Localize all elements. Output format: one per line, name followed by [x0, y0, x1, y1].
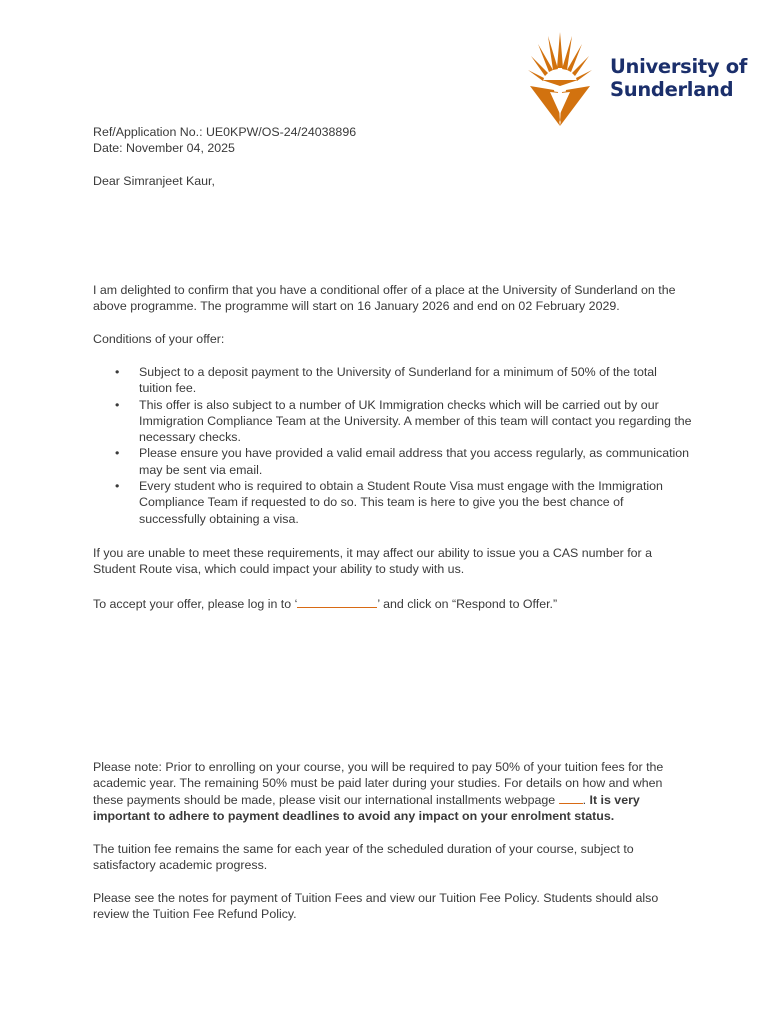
accept-text-after: ’ and click on “Respond to Offer.”	[377, 597, 558, 611]
conditions-list	[93, 364, 693, 527]
installments-link-blank[interactable]	[559, 792, 583, 804]
logo-line-1: University of	[610, 55, 748, 78]
accept-text-before: To accept your offer, please log in to ‘	[93, 597, 298, 611]
accept-offer-paragraph	[93, 595, 693, 612]
greeting: Dear Simranjeet Kaur,	[93, 174, 215, 188]
sunburst-emblem-icon	[528, 30, 592, 128]
conditions-heading: Conditions of your offer:	[93, 332, 225, 346]
payment-deadline-warning: It is very important to adhere to payment deadlines to avoid any impact on your enrolment status.	[93, 792, 640, 823]
logo-wordmark	[610, 56, 747, 101]
list-item: • Every student who is required to obtain a Student Route Visa must engage with the Immigration Compliance Team if requested to do so. This team is here to give you the best chance of successfully obtaining a visa.	[93, 478, 693, 527]
list-item: • This offer is also subject to a number of UK Immigration checks which will be carried out by our Immigration Compliance Team at the University. A member of this team will contact you regarding the necessary checks.	[93, 397, 693, 446]
list-item: • Please ensure you have provided a valid email address that you access regularly, as communication may be sent via email.	[93, 445, 693, 478]
tuition-fee-paragraph: The tuition fee remains the same for each year of the scheduled duration of your course, subject to satisfactory academic progress.	[93, 842, 634, 873]
payment-note-text: Please note: Prior to enrolling on your course, you will be required to pay 50% of your tuition fees for the academic year. The remaining 50% must be paid later during your studies. For details on how and when these payments should be made, please visit our international installments webpage	[93, 760, 664, 807]
payment-note-paragraph: Please note: Prior to enrolling on your course, you will be required to pay 50% of your tuition fees for the academic year. The remaining 50% must be paid later during your studies. For details on how and when these payments should be made, please visit our international installments webpage . It is very important to adhere to payment deadlines to avoid any impact on your enrolment status.	[93, 760, 664, 823]
letter-date: Date: November 04, 2025	[93, 141, 235, 156]
university-logo	[528, 30, 758, 130]
reference-number: Ref/Application No.: UE0KPW/OS-24/24038896	[93, 125, 357, 139]
portal-link-blank[interactable]	[297, 595, 377, 608]
requirements-paragraph: If you are unable to meet these requirements, it may affect our ability to issue you a CAS number for a Student Route visa, which could impact your ability to study with us.	[93, 546, 653, 577]
logo-line-2: Sunderland	[610, 77, 734, 101]
policy-paragraph: Please see the notes for payment of Tuition Fees and view our Tuition Fee Policy. Students should also review the Tuition Fee Refund Policy.	[93, 891, 659, 922]
offer-intro-paragraph: I am delighted to confirm that you have a conditional offer of a place at the University of Sunderland on the above programme. The programme will start on 16 January 2026 and end on 02 February 2029.	[93, 283, 676, 314]
list-item: • Subject to a deposit payment to the University of Sunderland for a minimum of 50% of the total tuition fee.	[93, 364, 693, 397]
reference-block	[93, 124, 693, 157]
